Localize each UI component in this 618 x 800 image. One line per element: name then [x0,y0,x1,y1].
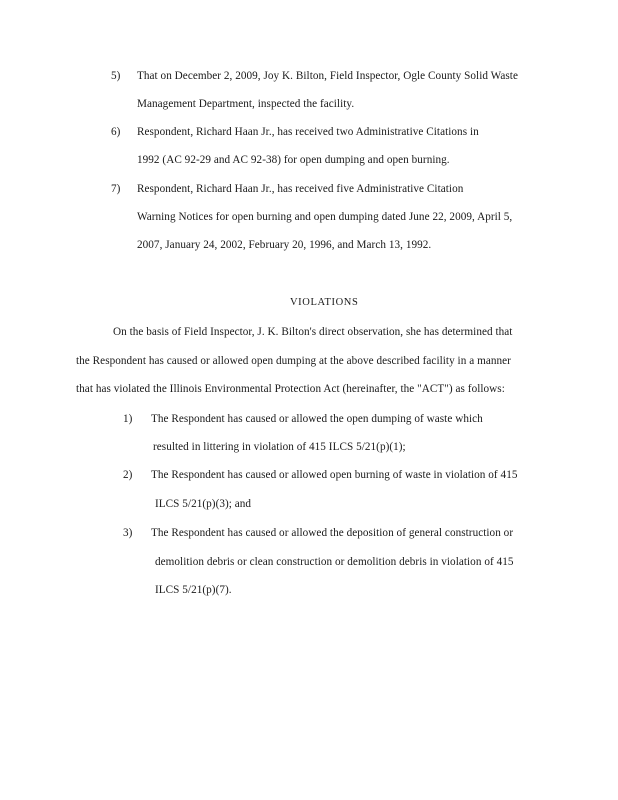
finding-7-line-1: Respondent, Richard Haan Jr., has received five Administrative Citation [137,183,464,195]
finding-5-line-2: Management Department, inspected the facility. [137,98,355,110]
violation-2-line-2: ILCS 5/21(p)(3); and [155,498,252,510]
finding-6-line-2: 1992 (AC 92-29 and AC 92-38) for open dumping and open burning. [137,154,450,166]
intro-line-3: that has violated the Illinois Environmental Protection Act (hereinafter, the "ACT") as follows: [76,383,505,395]
violation-3-number: 3) [123,527,133,539]
violations-heading: VIOLATIONS [290,297,359,308]
violation-3-line-2: demolition debris or clean construction or demolition debris in violation of 415 [155,556,514,568]
finding-7-number: 7) [111,183,121,195]
finding-7-line-2: Warning Notices for open burning and open dumping dated June 22, 2009, April 5, [137,211,513,223]
violation-2-number: 2) [123,469,133,481]
violation-1-line-1: The Respondent has caused or allowed the open dumping of waste which [151,413,483,425]
finding-5-line-1: That on December 2, 2009, Joy K. Bilton, Field Inspector, Ogle County Solid Waste [137,70,518,82]
finding-6-number: 6) [111,126,121,138]
violation-3-line-3: ILCS 5/21(p)(7). [155,584,232,596]
violation-1-number: 1) [123,413,133,425]
intro-line-1: On the basis of Field Inspector, J. K. Bilton's direct observation, she has determined that [113,326,513,338]
finding-7-line-3: 2007, January 24, 2002, February 20, 1996, and March 13, 1992. [137,239,432,251]
intro-line-2: the Respondent has caused or allowed open dumping at the above described facility in a manner [76,355,511,367]
violation-2-line-1: The Respondent has caused or allowed open burning of waste in violation of 415 [151,469,518,481]
finding-5-number: 5) [111,70,121,82]
violation-1-line-2: resulted in littering in violation of 415 ILCS 5/21(p)(1); [153,441,406,453]
finding-6-line-1: Respondent, Richard Haan Jr., has received two Administrative Citations in [137,126,479,138]
violation-3-line-1: The Respondent has caused or allowed the deposition of general construction or [151,527,514,539]
